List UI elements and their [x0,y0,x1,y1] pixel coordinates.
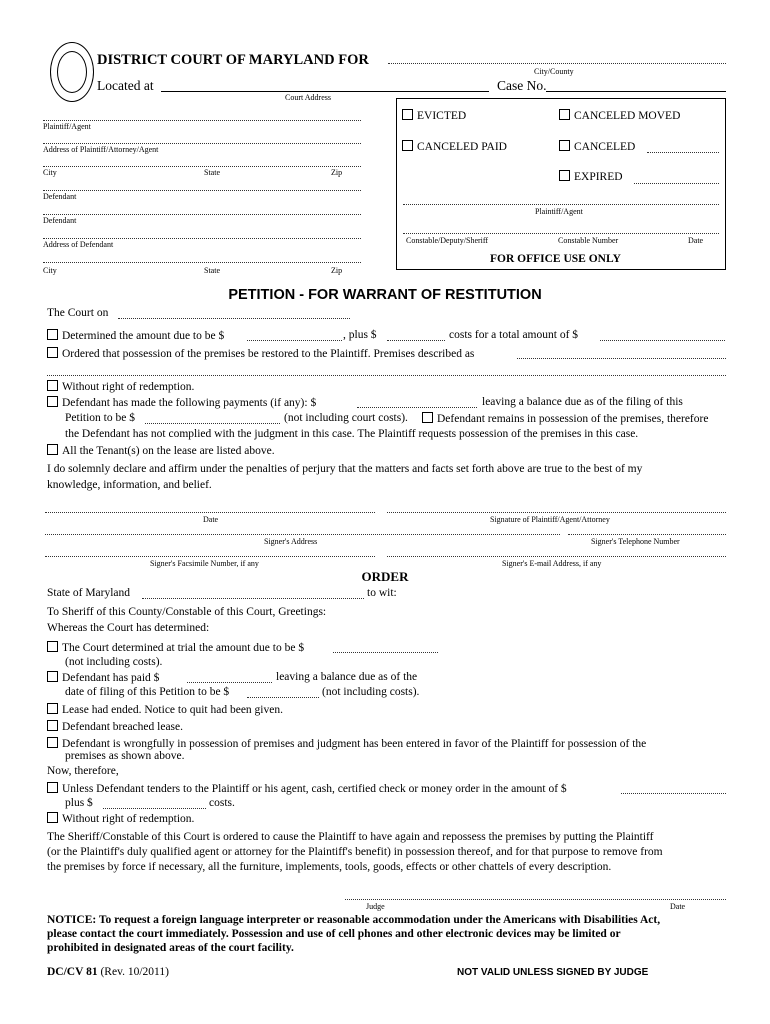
canceled-option[interactable] [559,140,635,153]
canceled-label: CANCELED [574,141,636,153]
canceled-moved-label: CANCELED MOVED [574,110,681,122]
remains-row [422,412,708,425]
defendant-city-label: City [43,266,57,275]
unless-tenders-checkbox[interactable] [47,782,58,793]
canceled-paid-label: CANCELED PAID [417,141,507,153]
plaintiff-agent-field[interactable] [43,120,361,121]
form-id: DC/CV 81 [47,966,98,978]
order-title: ORDER [361,569,409,584]
costs-total-label: costs for a total amount of $ [449,329,579,341]
order-plus-field[interactable] [103,808,206,809]
signer-email-label: Signer's E-mail Address, if any [502,559,602,568]
payments-label: Defendant has made the following payments (if any): $ [62,397,317,409]
petition-date-field[interactable] [45,512,375,513]
defendant-paid-label: Defendant has paid $ [62,672,160,684]
canceled-moved-checkbox[interactable] [559,109,570,120]
defendant-address-label: Address of Defendant [43,240,114,249]
date-filing-amount-field[interactable] [247,697,319,698]
without-redemption-checkbox[interactable] [47,380,58,391]
expired-checkbox[interactable] [559,170,570,181]
sheriff-text-3: the premises by force if necessary, all the furniture, implements, tools, goods, effects or other chattels of every description. [47,861,612,873]
order-without-redemption-checkbox[interactable] [47,812,58,823]
court-on-label: The Court on [47,307,109,319]
determined-amount-label: Determined the amount due to be $ [62,330,225,342]
total-amount-field[interactable] [600,340,725,341]
form-id-line [47,966,169,978]
plaintiff-address-field[interactable] [43,143,361,144]
canceled-paid-checkbox[interactable] [402,140,413,151]
to-wit-label: to wit: [367,587,397,599]
defendant-2-field[interactable] [43,214,361,215]
canceled-paid-option[interactable] [402,140,507,153]
now-therefore-text: Now, therefore, [47,765,119,777]
signer-address-field[interactable] [45,534,560,535]
whereas-text: Whereas the Court has determined: [47,622,210,634]
case-no-field[interactable] [546,91,726,92]
not-complied-text: the Defendant has not complied with the judgment in this case. The Plaintiff requests possession of the premises in this case. [65,428,639,440]
canceled-moved-option[interactable] [559,109,680,122]
plaintiff-address-label: Address of Plaintiff/Attorney/Agent [43,145,159,154]
determined-trial-checkbox[interactable] [47,641,58,652]
plaintiff-zip-label: Zip [331,168,343,177]
canceled-checkbox[interactable] [559,140,570,151]
constable-field[interactable] [403,233,719,234]
notice-line-2: please contact the court immediately. Possession and use of cell phones and other electronic devices may be limited or [47,928,621,940]
defendant-paid-field[interactable] [187,682,272,683]
payments-checkbox[interactable] [47,396,58,407]
expired-option[interactable] [559,170,623,183]
evicted-option[interactable] [402,109,466,122]
notice-line-3: prohibited in designated areas of the court facility. [47,942,294,954]
court-title: DISTRICT COURT OF MARYLAND FOR [97,52,369,68]
city-county-field[interactable] [388,63,726,64]
order-plus-label: plus $ [65,797,93,809]
office-date-label: Date [688,236,704,245]
court-address-label: Court Address [285,93,331,102]
expired-label: EXPIRED [574,171,623,183]
determined-trial-row [47,641,304,654]
judge-signature-field[interactable] [345,899,726,900]
leaving-balance-label: leaving a balance due as of the filing of this [482,396,683,408]
office-plaintiff-agent-label: Plaintiff/Agent [535,207,583,216]
evicted-checkbox[interactable] [402,109,413,120]
determined-amount-checkbox[interactable] [47,329,58,340]
petition-title: PETITION - FOR WARRANT OF RESTITUTION [228,287,542,303]
plaintiff-agent-label: Plaintiff/Agent [43,122,91,131]
signer-facsimile-label: Signer's Facsimile Number, if any [150,559,259,568]
expired-field[interactable] [634,183,719,184]
not-including-label: (not including court costs). [284,412,408,424]
signer-telephone-label: Signer's Telephone Number [591,537,680,546]
defendant-zip-label: Zip [331,266,343,275]
judge-label: Judge [366,902,385,911]
order-without-redemption-label: Without right of redemption. [62,813,195,825]
payments-field[interactable] [357,407,477,408]
defendant-paid-row [47,671,159,684]
petition-balance-field[interactable] [145,423,280,424]
lease-ended-checkbox[interactable] [47,703,58,714]
signer-facsimile-field[interactable] [45,556,375,557]
defendant-2-label: Defendant [43,216,77,225]
wrongfully-label-2: premises as shown above. [65,750,185,762]
evicted-label: EVICTED [417,110,467,122]
wrongfully-row [47,737,646,750]
not-including-costs-label: (not including costs). [65,656,163,668]
plus-amount-field[interactable] [387,340,445,341]
order-costs-label: costs. [209,797,235,809]
remains-checkbox[interactable] [422,412,433,423]
ordered-possession-checkbox[interactable] [47,347,58,358]
city-county-label: City/County [534,67,574,76]
ordered-possession-label: Ordered that possession of the premises be restored to the Plaintiff. Premises described as [62,348,475,360]
court-on-date-field[interactable] [118,318,350,319]
court-address-field[interactable] [161,91,489,92]
located-at-label: Located at [97,78,154,93]
payments-row [47,396,316,409]
all-tenants-checkbox[interactable] [47,444,58,455]
declare-line-2: knowledge, information, and belief. [47,479,212,491]
plaintiff-city-field[interactable] [43,166,361,167]
lease-ended-row [47,703,283,716]
state-of-field[interactable] [142,598,364,599]
breached-label: Defendant breached lease. [62,721,183,733]
wrongfully-checkbox[interactable] [47,737,58,748]
canceled-field[interactable] [647,152,719,153]
without-redemption-label: Without right of redemption. [62,381,195,393]
signer-email-field[interactable] [387,556,726,557]
defendant-1-label: Defendant [43,192,77,201]
court-seal-logo [50,42,94,102]
defendant-1-field[interactable] [43,190,361,191]
petition-to-be-label: Petition to be $ [65,412,135,424]
state-of-label: State of Maryland [47,587,131,599]
trial-amount-field[interactable] [333,652,438,653]
not-valid-label: NOT VALID UNLESS SIGNED BY JUDGE [457,967,649,978]
tender-amount-field[interactable] [621,793,726,794]
lease-ended-label: Lease had ended. Notice to quit had been given. [62,704,283,716]
constable-number-label: Constable Number [558,236,619,245]
all-tenants-row [47,444,275,457]
plaintiff-city-label: City [43,168,57,177]
amount-due-field[interactable] [247,340,342,341]
unless-tenders-label: Unless Defendant tenders to the Plaintiff or his agent, cash, certified check or money order in the amount of $ [62,783,567,795]
determined-trial-label: The Court determined at trial the amount due to be $ [62,642,305,654]
sheriff-text-1: The Sheriff/Constable of this Court is ordered to cause the Plaintiff to have again and repossess the premises by putting the Plaintiff [47,831,654,843]
remains-label: Defendant remains in possession of the premises, therefore [437,413,709,425]
plus-label: , plus $ [343,329,377,341]
determined-amount-row [47,329,224,342]
without-redemption-row [47,380,194,393]
premises-field[interactable] [517,358,726,359]
signature-label: Signature of Plaintiff/Agent/Attorney [490,515,610,524]
all-tenants-label: All the Tenant(s) on the lease are listed above. [62,445,275,457]
defendant-address-field[interactable] [43,238,361,239]
order-without-redemption-row [47,812,194,825]
case-no-label: Case No. [497,78,547,93]
judge-date-label: Date [670,902,686,911]
unless-tenders-row [47,782,567,795]
defendant-paid-checkbox[interactable] [47,671,58,682]
breached-checkbox[interactable] [47,720,58,731]
signer-address-label: Signer's Address [264,537,318,546]
breached-row [47,720,183,733]
defendant-state-label: State [204,266,220,275]
petition-date-label: Date [203,515,219,524]
form-revision: (Rev. 10/2011) [100,966,169,978]
date-filing-label: date of filing of this Petition to be $ [65,686,230,698]
not-including-costs-2-label: (not including costs). [322,686,420,698]
office-plaintiff-agent-field[interactable] [403,204,719,205]
plaintiff-state-label: State [204,168,220,177]
premises-field-2[interactable] [47,375,726,376]
order-leaving-balance-label: leaving a balance due as of the [276,671,418,683]
to-sheriff-text: To Sheriff of this County/Constable of this Court, Greetings: [47,606,327,618]
ordered-possession-row [47,347,474,360]
sheriff-text-2: (or the Plaintiff's duly qualified agent or attorney for the Plaintiff's benefit) in possession thereof, and for that purpose to remove from [47,846,663,858]
notice-line-1: NOTICE: To request a foreign language interpreter or reasonable accommodation under the Americans with Disabilities Act, [47,914,661,926]
wrongfully-label: Defendant is wrongfully in possession of premises and judgment has been entered in favor of the Plaintiff for possession of the [62,738,647,750]
office-use-label: FOR OFFICE USE ONLY [490,253,621,265]
declare-line-1: I do solemnly declare and affirm under the penalties of perjury that the matters and facts set forth above are true to the best of my [47,463,643,475]
constable-label: Constable/Deputy/Sheriff [406,236,489,245]
defendant-city-field[interactable] [43,262,361,263]
signer-telephone-field[interactable] [568,534,726,535]
signature-field[interactable] [387,512,726,513]
